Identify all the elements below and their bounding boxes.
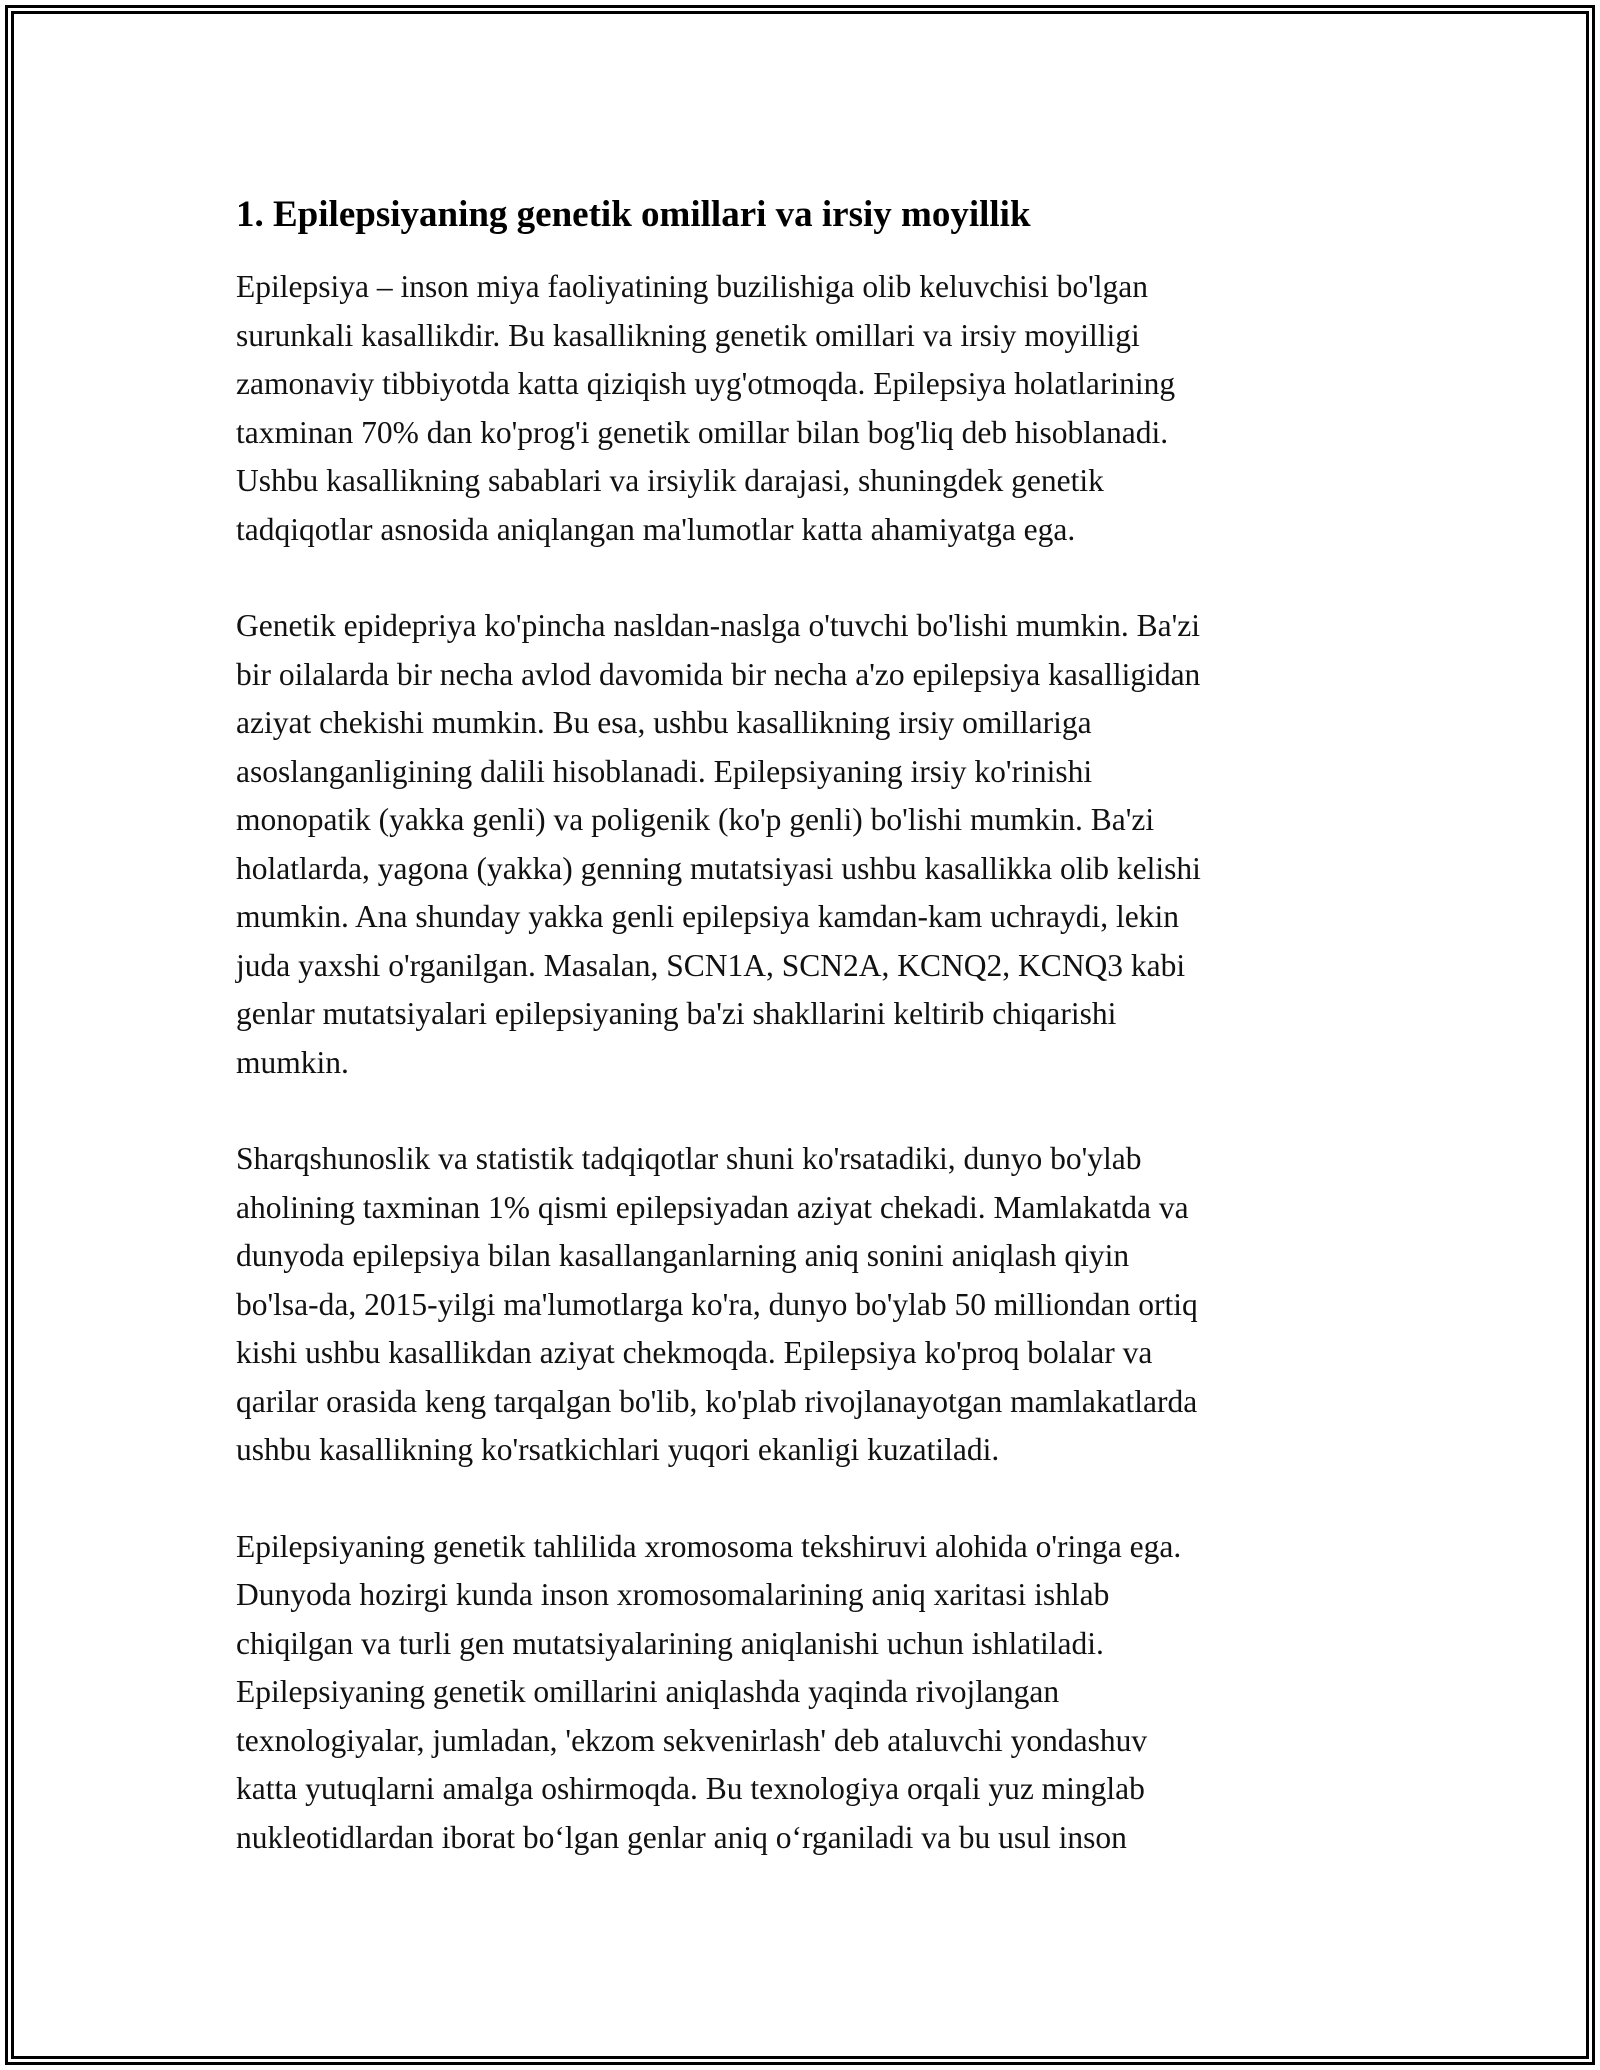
paragraph-line: holatlarda, yagona (yakka) genning mutatsiyasi ushbu kasallikka olib kelishi xyxy=(236,850,1201,886)
paragraph-line: Epilepsiyaning genetik tahlilida xromosoma tekshiruvi alohida o'ringa ega. xyxy=(236,1528,1182,1564)
paragraph-line: Ushbu kasallikning sabablari va irsiylik darajasi, shuningdek genetik xyxy=(236,463,1104,498)
paragraph-line: Dunyoda hozirgi kunda inson xromosomalarining aniq xaritasi ishlab xyxy=(236,1577,1110,1612)
paragraph-line: Epilepsiyaning genetik omillarini aniqlashda yaqinda rivojlangan xyxy=(236,1674,1060,1709)
paragraph-line: surunkali kasallikdir. Bu kasallikning genetik omillari va irsiy moyilligi xyxy=(236,317,1140,353)
paragraph-line: bir oilalarda bir necha avlod davomida bir necha a'zo epilepsiya kasalligidan xyxy=(236,656,1201,692)
paragraph-line: aziyat chekishi mumkin. Bu esa, ushbu kasallikning irsiy omillariga xyxy=(236,705,1092,740)
paragraph xyxy=(236,602,1376,1087)
paragraph-line: Sharqshunoslik va statistik tadqiqotlar shuni ko'rsatadiki, dunyo bo'ylab xyxy=(236,1141,1142,1176)
paragraph xyxy=(236,1523,1376,1863)
paragraph xyxy=(236,263,1376,554)
paragraph-line: tadqiqotlar asnosida aniqlangan ma'lumotlar katta ahamiyatga ega. xyxy=(236,511,1076,547)
paragraph-line: kishi ushbu kasallikdan aziyat chekmoqda. Epilepsiya ko'proq bolalar va xyxy=(236,1335,1153,1370)
paragraph-line: Genetik epidepriya ko'pincha nasldan-naslga o'tuvchi bo'lishi mumkin. Ba'zi xyxy=(236,608,1200,643)
paragraph-line: chiqilgan va turli gen mutatsiyalarining aniqlanishi uchun ishlatiladi. xyxy=(236,1625,1104,1661)
paragraph-line: nukleotidlardan iborat boʻlgan genlar aniq oʻrganiladi va bu usul inson xyxy=(236,1819,1127,1855)
paragraph-line: juda yaxshi o'rganilgan. Masalan, SCN1A, SCN2A, KCNQ2, KCNQ3 kabi xyxy=(236,947,1186,983)
paragraph-line: mumkin. xyxy=(236,1044,349,1080)
paragraph-line: Epilepsiya – inson miya faoliyatining buzilishiga olib keluvchisi bo'lgan xyxy=(236,269,1149,304)
paragraph-line: monopatik (yakka genli) va poligenik (ko'p genli) bo'lishi mumkin. Ba'zi xyxy=(236,802,1155,837)
paragraph-line: mumkin. Ana shunday yakka genli epilepsiya kamdan-kam uchraydi, lekin xyxy=(236,899,1180,934)
paragraph-line: taxminan 70% dan ko'prog'i genetik omillar bilan bog'liq deb hisoblanadi. xyxy=(236,414,1169,450)
paragraph-line: qarilar orasida keng tarqalgan bo'lib, ko'plab rivojlanayotgan mamlakatlarda xyxy=(236,1383,1198,1419)
paragraph xyxy=(236,1135,1376,1475)
paragraph-line: asoslanganligining dalili hisoblanadi. Epilepsiyaning irsiy ko'rinishi xyxy=(236,753,1093,789)
paragraph-line: texnologiyalar, jumladan, 'ekzom sekvenirlash' deb ataluvchi yondashuv xyxy=(236,1722,1148,1758)
paragraph-line: dunyoda epilepsiya bilan kasallanganlarning aniq sonini aniqlash qiyin xyxy=(236,1238,1130,1273)
section-heading: 1. Epilepsiyaning genetik omillari va irsiy moyillik xyxy=(236,194,1031,235)
paragraph-list xyxy=(236,263,1376,1862)
paragraph-line: genlar mutatsiyalari epilepsiyaning ba'zi shakllarini keltirib chiqarishi xyxy=(236,996,1117,1031)
paragraph-line: zamonaviy tibbiyotda katta qiziqish uyg'otmoqda. Epilepsiya holatlarining xyxy=(236,366,1176,401)
paragraph-line: katta yutuqlarni amalga oshirmoqda. Bu texnologiya orqali yuz minglab xyxy=(236,1771,1145,1806)
paragraph-line: bo'lsa-da, 2015-yilgi ma'lumotlarga ko'ra, dunyo bo'ylab 50 milliondan ortiq xyxy=(236,1286,1198,1322)
paragraph-line: aholining taxminan 1% qismi epilepsiyadan aziyat chekadi. Mamlakatda va xyxy=(236,1189,1189,1225)
document-body xyxy=(236,187,1376,1910)
paragraph-line: ushbu kasallikning ko'rsatkichlari yuqori ekanligi kuzatiladi. xyxy=(236,1432,1000,1467)
